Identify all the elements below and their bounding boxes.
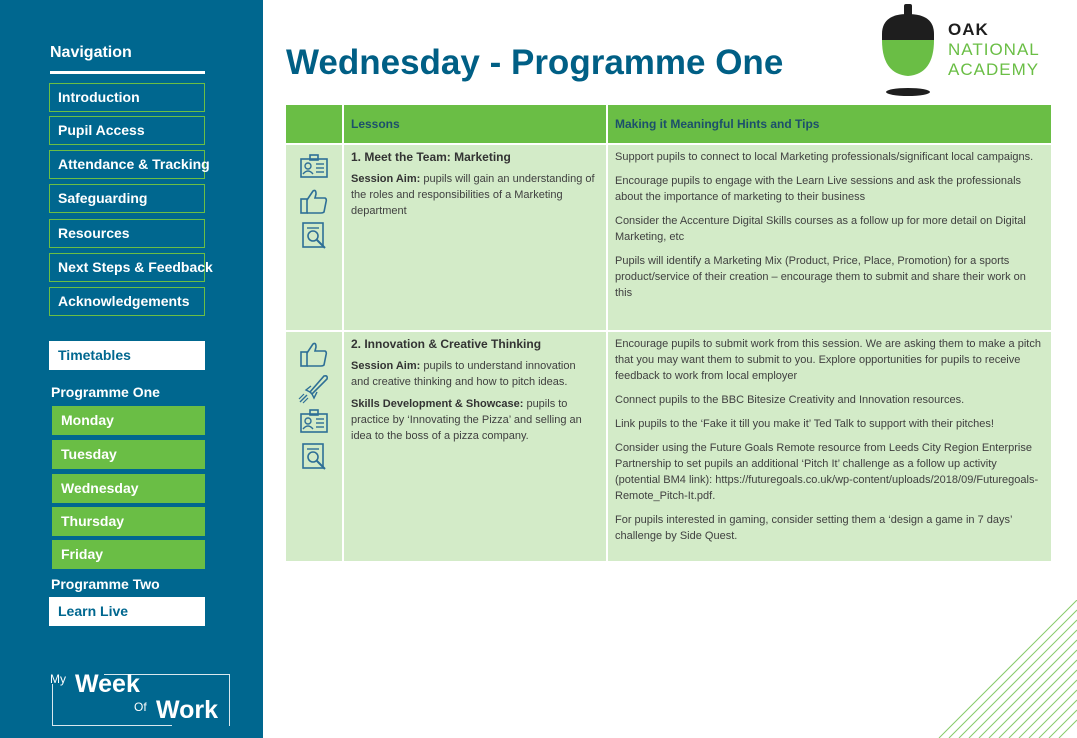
skills-label: Skills Development & Showcase: xyxy=(351,398,524,410)
page-title: Wednesday - Programme One xyxy=(286,43,784,82)
navigation-title: Navigation xyxy=(50,44,132,61)
header-lessons: Lessons xyxy=(343,105,607,144)
session-aim xyxy=(351,171,596,219)
lesson-title: 1. Meet the Team: Marketing xyxy=(351,150,511,164)
nav-next-steps-feedback[interactable]: Next Steps & Feedback xyxy=(49,253,205,282)
logo-work: Work xyxy=(156,696,219,724)
tip-item: Link pupils to the ‘Fake it till you make it’ Ted Talk to support with their pitches! xyxy=(615,418,994,430)
my-week-of-work-logo xyxy=(48,670,232,728)
lesson-cell xyxy=(343,331,607,561)
document-search-icon xyxy=(298,440,330,472)
thumbs-up-icon xyxy=(298,185,330,217)
header-hints-tips: Making it Meaningful Hints and Tips xyxy=(607,105,1052,144)
nav-resources[interactable]: Resources xyxy=(49,219,205,248)
lesson-cell xyxy=(343,144,607,331)
logo-my: My xyxy=(50,672,66,686)
row-icons xyxy=(286,144,343,331)
day-monday[interactable]: Monday xyxy=(52,406,205,435)
header-icon-column xyxy=(286,105,343,144)
logo-week: Week xyxy=(75,670,140,698)
learn-live-button[interactable]: Learn Live xyxy=(49,597,205,626)
tip-item: For pupils interested in gaming, consider setting them a ‘design a game in 7 days’ challenge by Side Quest. xyxy=(615,514,1013,542)
tip-item: Consider the Accenture Digital Skills courses as a follow up for more detail on Digital Marketing, etc xyxy=(615,215,1026,243)
id-card-icon xyxy=(298,406,330,438)
table-row xyxy=(286,331,1052,561)
row-icons xyxy=(286,331,343,561)
skills-development xyxy=(351,396,596,444)
rocket-icon xyxy=(298,372,330,404)
tip-item: Encourage pupils to engage with the Learn Live sessions and ask the professionals about the importance of marketing to their business xyxy=(615,175,1022,203)
timetables-button[interactable]: Timetables xyxy=(49,341,205,370)
tip-item: Pupils will identify a Marketing Mix (Product, Price, Place, Promotion) for a sports product/service of their creation – encourage them to submit and share their work on this xyxy=(615,255,1026,299)
day-wednesday[interactable]: Wednesday xyxy=(52,474,205,503)
navigation-underline xyxy=(50,71,205,74)
nav-safeguarding[interactable]: Safeguarding xyxy=(49,184,205,213)
document-search-icon xyxy=(298,219,330,251)
nav-acknowledgements[interactable]: Acknowledgements xyxy=(49,287,205,316)
sidebar xyxy=(0,0,263,738)
logo-oak: OAK xyxy=(948,20,989,39)
day-thursday[interactable]: Thursday xyxy=(52,507,205,536)
thumbs-up-icon xyxy=(298,338,330,370)
session-aim-label: Session Aim: xyxy=(351,360,421,372)
session-aim-label: Session Aim: xyxy=(351,173,421,185)
tips-cell xyxy=(607,144,1052,331)
id-card-icon xyxy=(298,151,330,183)
oak-national-academy-logo xyxy=(878,4,1068,100)
nav-introduction[interactable]: Introduction xyxy=(49,83,205,112)
session-aim xyxy=(351,358,596,390)
nav-pupil-access[interactable]: Pupil Access xyxy=(49,116,205,145)
decorative-stripes xyxy=(917,600,1077,738)
table-header-row xyxy=(286,105,1052,144)
logo-of: Of xyxy=(134,700,147,714)
acorn-icon xyxy=(878,4,938,100)
tip-item: Encourage pupils to submit work from this session. We are asking them to make a pitch that you may want them to submit to you. Explore opportunities for pupils to receive feedback to work from local employer xyxy=(615,338,1041,382)
table-row xyxy=(286,144,1052,331)
session-aim-text: pupils to understand innovation and creative thinking and how to pitch ideas. xyxy=(351,360,576,388)
tips-cell xyxy=(607,331,1052,561)
tip-item: Connect pupils to the BBC Bitesize Creativity and Innovation resources. xyxy=(615,394,965,406)
skills-text: pupils to practice by ‘Innovating the Pizza’ and selling an idea to the boss of a pizza company. xyxy=(351,398,582,442)
tip-item: Consider using the Future Goals Remote resource from Leeds City Region Enterprise Partnership to set pupils an additional ‘Pitch It’ challenge as a follow up activity (potential BM4 link): https://futuregoals.co.uk/wp-content/uploads/2018/09/Futuregoals-Remote_Pitch-It.pdf. xyxy=(615,442,1039,502)
day-friday[interactable]: Friday xyxy=(52,540,205,569)
lesson-title: 2. Innovation & Creative Thinking xyxy=(351,337,542,351)
lesson-plan-table xyxy=(286,105,1053,561)
programme-two-label: Programme Two xyxy=(51,576,160,592)
tip-item: Support pupils to connect to local Marketing professionals/significant local campaigns. xyxy=(615,151,1034,163)
logo-academy: ACADEMY xyxy=(948,60,1040,79)
session-aim-text: pupils will gain an understanding of the roles and responsibilities of a Marketing department xyxy=(351,173,595,217)
nav-attendance-tracking[interactable]: Attendance & Tracking xyxy=(49,150,205,179)
programme-one-label: Programme One xyxy=(51,384,160,400)
day-tuesday[interactable]: Tuesday xyxy=(52,440,205,469)
logo-national: NATIONAL xyxy=(948,40,1040,59)
